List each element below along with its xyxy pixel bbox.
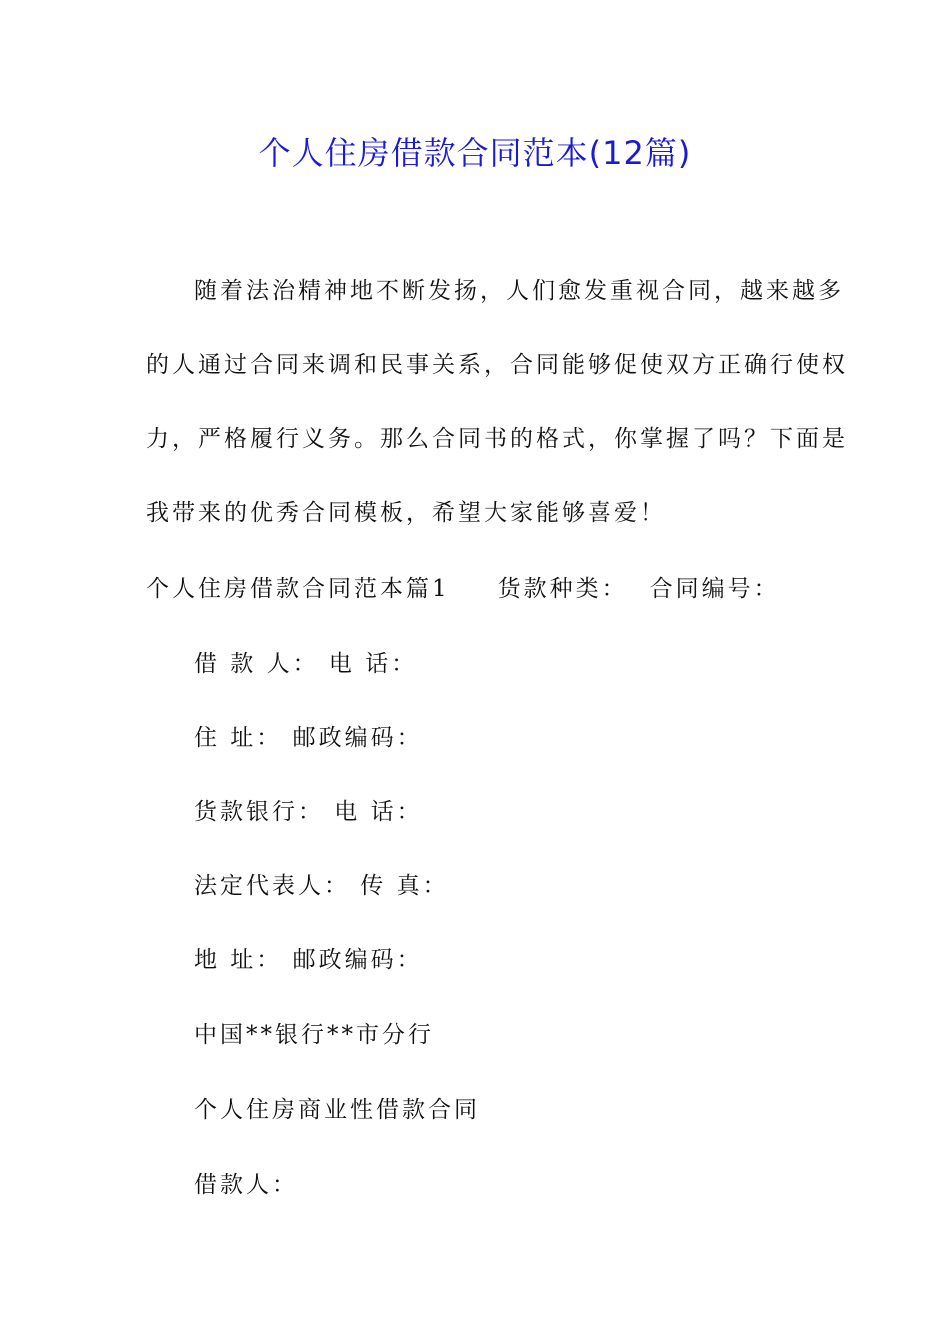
intro-line-4: 我带来的优秀合同模板，希望大家能够喜爱！ xyxy=(146,500,666,526)
intro-line-3: 力，严格履行义务。那么合同书的格式，你掌握了吗？下面是 xyxy=(146,426,848,452)
section-heading: 个人住房借款合同范本篇1 xyxy=(146,576,450,602)
field-borrower: 借款人： xyxy=(194,1172,298,1198)
field-borrower-phone: 借 款 人： 电 话： xyxy=(194,651,418,677)
field-legal-rep-fax: 法定代表人： 传 真： xyxy=(194,873,449,899)
contract-name: 个人住房商业性借款合同 xyxy=(194,1097,480,1123)
section-heading-row xyxy=(146,570,810,603)
loan-type-label: 货款种类： xyxy=(497,576,628,602)
intro-line-1: 随着法治精神地不断发扬，人们愈发重视合同，越来越多 xyxy=(194,278,844,304)
intro-line-2: 的人通过合同来调和民事关系，合同能够促使双方正确行使权 xyxy=(146,352,848,378)
field-address-postcode: 住 址： 邮政编码： xyxy=(194,725,423,751)
document-title: 个人住房借款合同范本(12篇) xyxy=(258,134,692,172)
field-bank-phone: 货款银行： 电 话： xyxy=(194,799,423,825)
bank-branch-name: 中国**银行**市分行 xyxy=(194,1022,434,1048)
contract-number-label: 合同编号： xyxy=(649,576,780,602)
field-address-postcode-2: 地 址： 邮政编码： xyxy=(194,947,423,973)
